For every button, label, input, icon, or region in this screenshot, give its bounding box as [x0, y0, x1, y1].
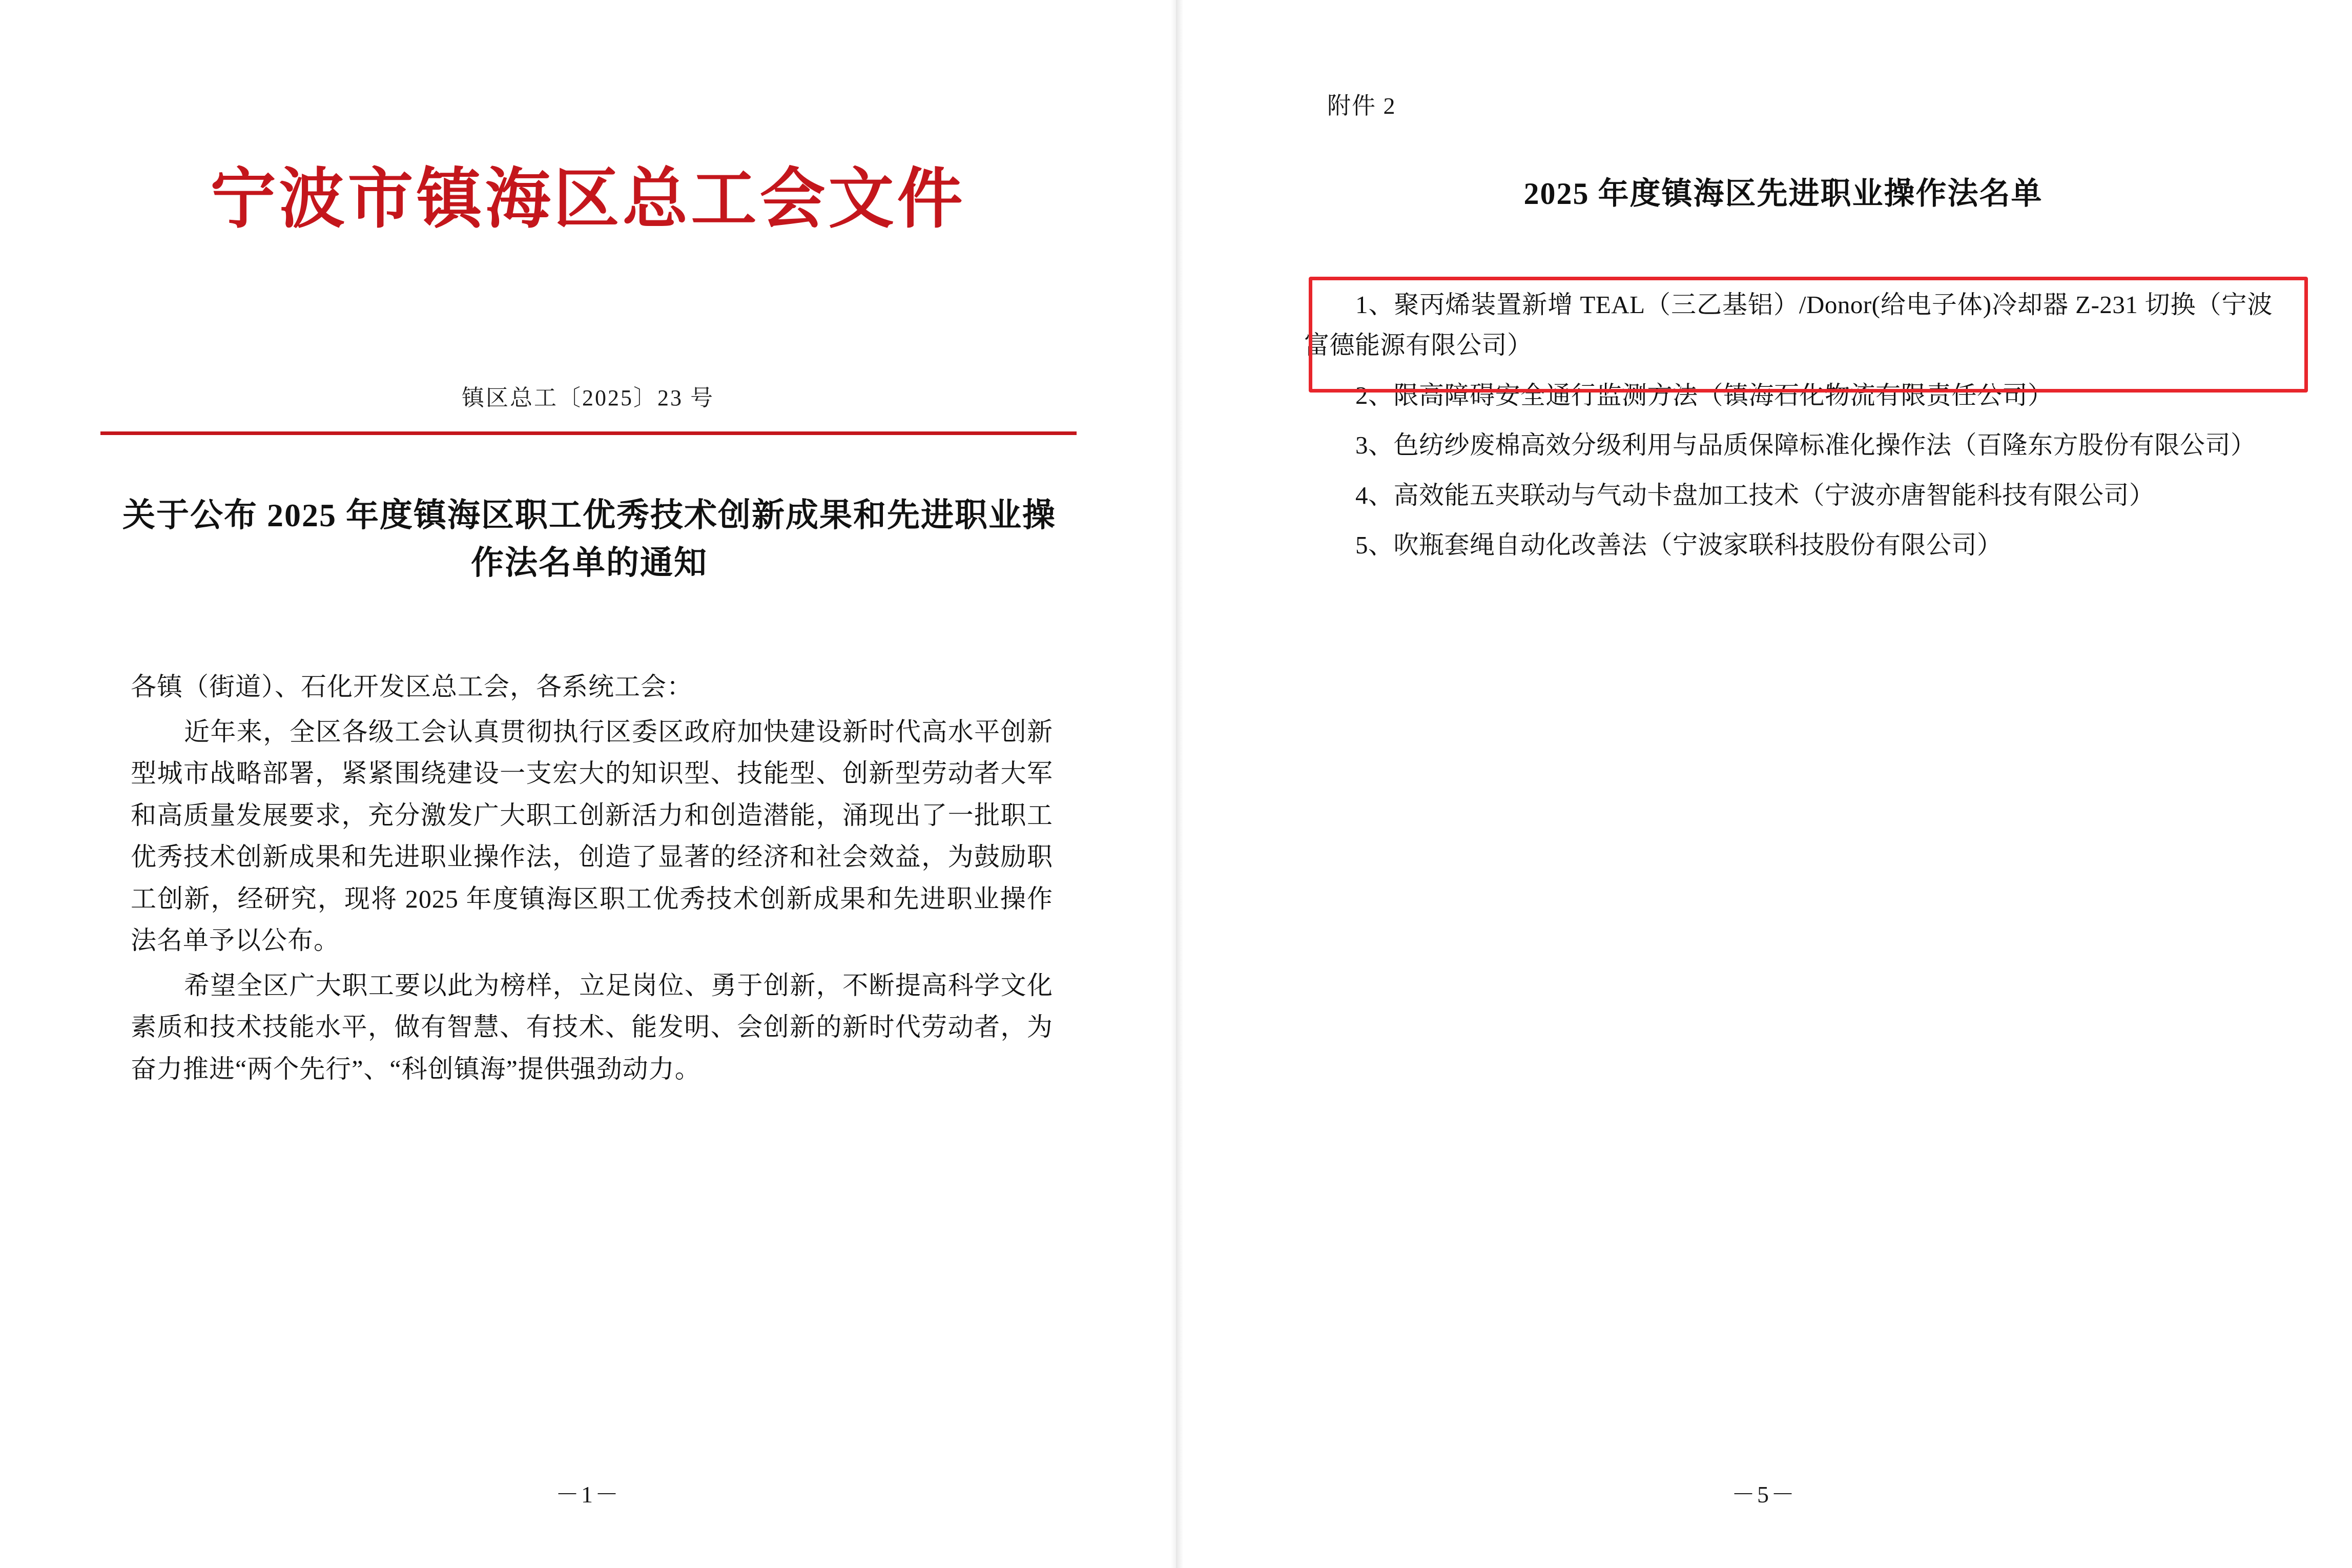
list-title: 2025 年度镇海区先进职业操作法名单 — [1523, 177, 2043, 211]
page-number-right: －5－ — [1731, 1481, 1797, 1508]
document-body — [131, 666, 1053, 1093]
attachment-label: 附件 2 — [1327, 93, 1396, 119]
salutation: 各镇（街道）、石化开发区总工会，各系统工会： — [131, 672, 693, 701]
body-paragraph-2: 希望全区广大职工要以此为榜样，立足岗位、勇于创新，不断提高科学文化素质和技术技能水平，做有智慧、有技术、能发明、会创新的新时代劳动者，为奋力推进“两个先行”、“科创镇海”提供强劲动力。 — [131, 971, 1053, 1083]
list-item: 2、限高障碍安全通行监测方法（镇海石化物流有限责任公司） — [1355, 381, 2053, 409]
list-item: 5、吹瓶套绳自动化改善法（宁波家联科技股份有限公司） — [1355, 530, 2003, 559]
document-title: 关于公布 2025 年度镇海区职工优秀技术创新成果和先进职业操作法名单的通知 — [122, 497, 1056, 581]
document-page-right — [1176, 0, 2352, 1568]
list-item: 4、高效能五夹联动与气动卡盘加工技术（宁波亦唐智能科技有限公司） — [1355, 481, 2155, 509]
body-paragraph-1: 近年来，全区各级工会认真贯彻执行区委区政府加快建设新时代高水平创新型城市战略部署，紧紧围绕建设一支宏大的知识型、技能型、创新型劳动者大军和高质量发展要求，充分激发广大职工创新活力和创造潜能，涌现出了一批职工优秀技术创新成果和先进职业操作法，创造了显著的经济和社会效益，为鼓励职工创新，经研究，现将 2025 年度镇海区职工优秀技术创新成果和先进职业操作法名单予以公布。 — [131, 717, 1053, 955]
document-number: 镇区总工〔2025〕23 号 — [462, 385, 714, 410]
organization-header: 宁波市镇海区总工会文件 — [210, 160, 966, 237]
page-number-left: －1－ — [555, 1481, 621, 1508]
list-item: 3、色纺纱废棉高效分级利用与品质保障标准化操作法（百隆东方股份有限公司） — [1355, 431, 2256, 460]
red-divider-rule — [100, 431, 1077, 435]
award-list — [1304, 284, 2273, 574]
list-item: 1、聚丙烯装置新增 TEAL（三乙基铝）/Donor(给电子体)冷却器 Z-231 切换（宁波富德能源有限公司） — [1304, 291, 2273, 360]
